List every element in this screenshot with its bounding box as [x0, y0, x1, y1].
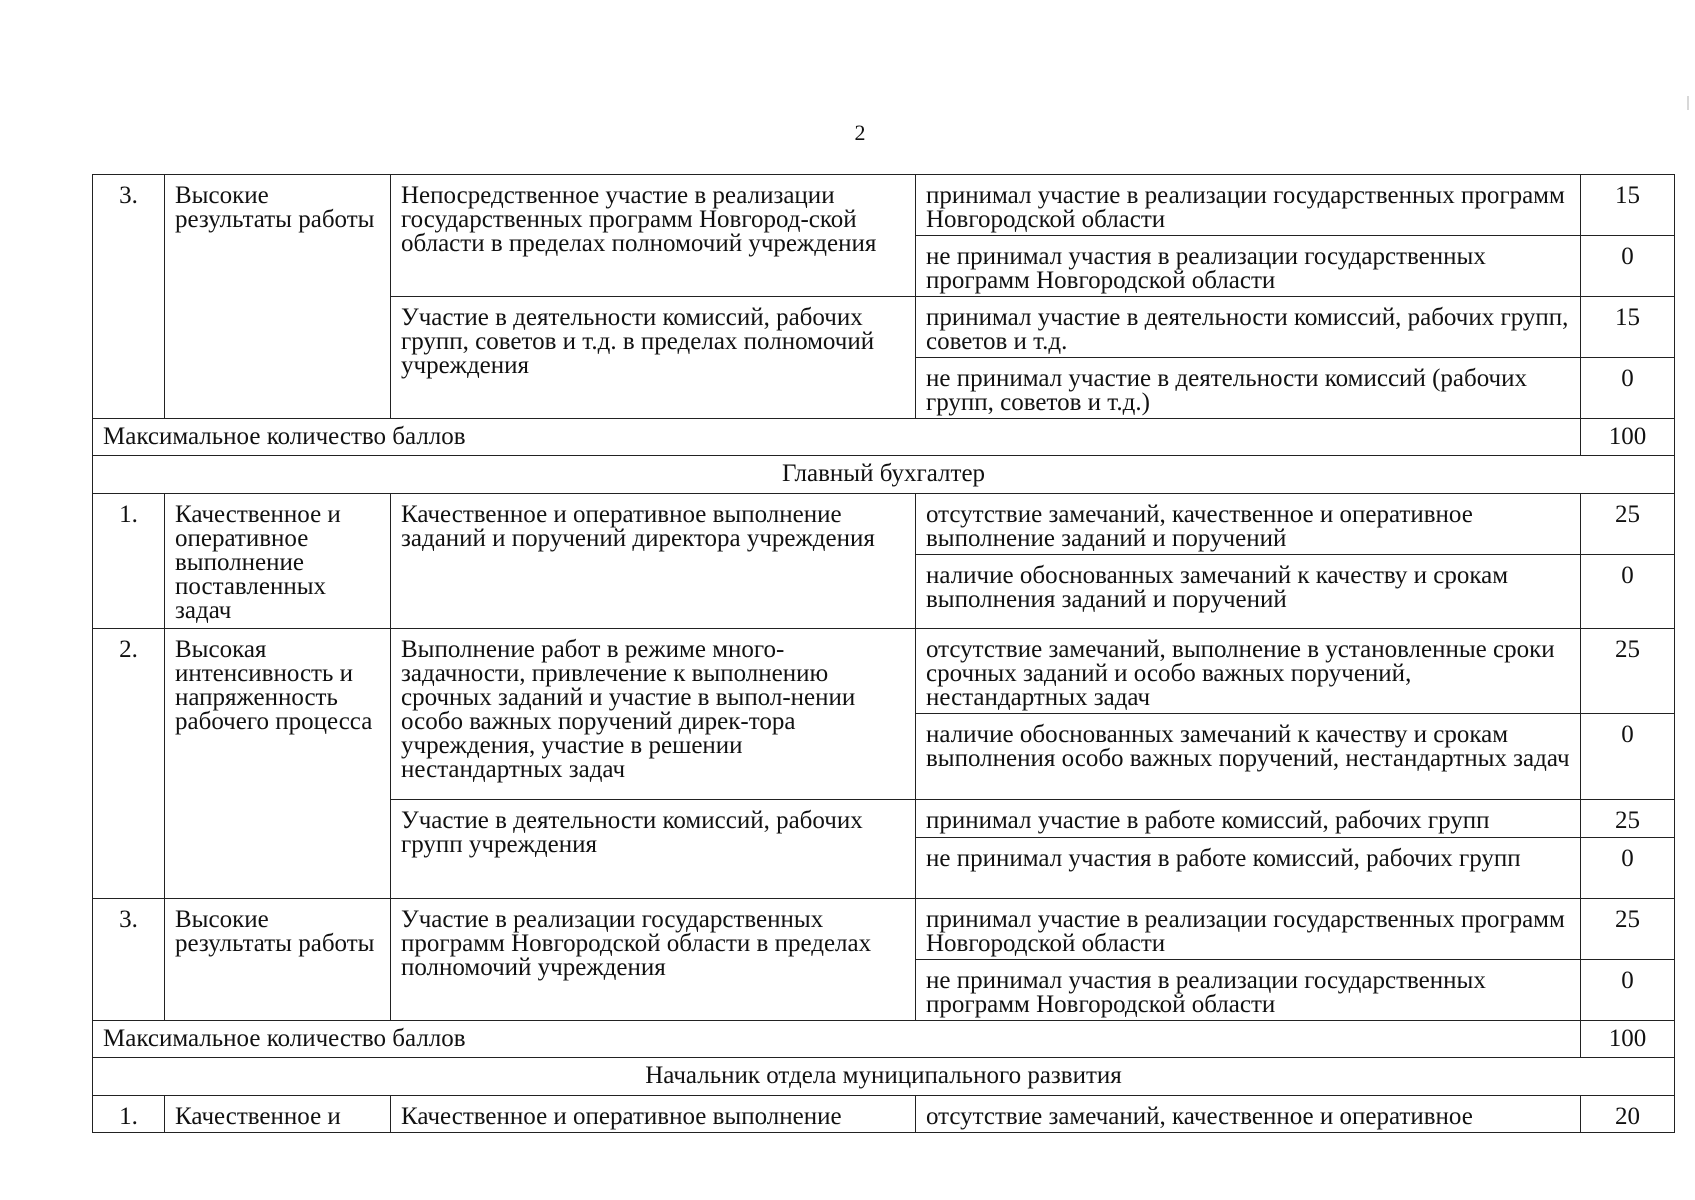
table-row	[93, 1096, 1675, 1133]
table-row	[93, 899, 1675, 960]
score-value: 0	[1581, 236, 1675, 297]
condition-text: не принимал участия в работе комиссий, рабочих групп	[916, 838, 1581, 899]
score-value: 0	[1581, 555, 1675, 629]
section-row	[93, 1058, 1675, 1096]
section-title: Начальник отдела муниципального развития	[93, 1058, 1675, 1096]
indicator-text: Качественное и оперативное выполнение заданий и поручений директора учреждения	[391, 494, 916, 629]
criterion-name: Высокие результаты работы	[165, 899, 391, 1021]
total-label: Максимальное количество баллов	[93, 419, 1581, 456]
condition-text: отсутствие замечаний, качественное и оперативное	[916, 1096, 1581, 1133]
indicator-text: Участие в деятельности комиссий, рабочих групп учреждения	[391, 800, 916, 899]
score-value: 15	[1581, 175, 1675, 236]
item-number: 1.	[93, 494, 165, 629]
section-row	[93, 456, 1675, 494]
total-row	[93, 419, 1675, 456]
condition-text: принимал участие в реализации государственных программ Новгородской области	[916, 175, 1581, 236]
total-value: 100	[1581, 419, 1675, 456]
condition-text: отсутствие замечаний, выполнение в установленные сроки срочных заданий и особо важных поручений, нестандартных задач	[916, 629, 1581, 714]
score-value: 25	[1581, 494, 1675, 555]
condition-text: отсутствие замечаний, качественное и оперативное выполнение заданий и поручений	[916, 494, 1581, 555]
score-value: 20	[1581, 1096, 1675, 1133]
condition-text: принимал участие в реализации государственных программ Новгородской области	[916, 899, 1581, 960]
score-value: 15	[1581, 297, 1675, 358]
condition-text: не принимал участие в деятельности комиссий (рабочих групп, советов и т.д.)	[916, 358, 1581, 419]
score-value: 25	[1581, 899, 1675, 960]
scan-artifact	[1687, 96, 1689, 110]
indicator-text: Участие в деятельности комиссий, рабочих групп, советов и т.д. в пределах полномочий учреждения	[391, 297, 916, 419]
total-label: Максимальное количество баллов	[93, 1021, 1581, 1058]
total-row	[93, 1021, 1675, 1058]
indicator-text: Участие в реализации государственных программ Новгородской области в пределах полномочий учреждения	[391, 899, 916, 1021]
item-number: 2.	[93, 629, 165, 899]
item-number: 3.	[93, 175, 165, 419]
criterion-name: Качественное и	[165, 1096, 391, 1133]
condition-text: не принимал участия в реализации государственных программ Новгородской области	[916, 960, 1581, 1021]
criterion-name: Качественное и оперативное выполнение поставленных задач	[165, 494, 391, 629]
condition-text: наличие обоснованных замечаний к качеству и срокам выполнения особо важных поручений, нестандартных задач	[916, 714, 1581, 800]
criteria-table	[92, 174, 1675, 1133]
condition-text: принимал участие в деятельности комиссий, рабочих групп, советов и т.д.	[916, 297, 1581, 358]
criterion-name: Высокая интенсивность и напряженность рабочего процесса	[165, 629, 391, 899]
condition-text: не принимал участия в реализации государственных программ Новгородской области	[916, 236, 1581, 297]
section-title: Главный бухгалтер	[93, 456, 1675, 494]
score-value: 25	[1581, 629, 1675, 714]
table-row	[93, 175, 1675, 236]
criterion-name: Высокие результаты работы	[165, 175, 391, 419]
table-row	[93, 494, 1675, 555]
condition-text: наличие обоснованных замечаний к качеству и срокам выполнения заданий и поручений	[916, 555, 1581, 629]
indicator-text: Непосредственное участие в реализации государственных программ Новгород-ской области в пределах полномочий учреждения	[391, 175, 916, 297]
score-value: 0	[1581, 358, 1675, 419]
item-number: 1.	[93, 1096, 165, 1133]
table-row	[93, 629, 1675, 714]
indicator-text: Качественное и оперативное выполнение	[391, 1096, 916, 1133]
total-value: 100	[1581, 1021, 1675, 1058]
score-value: 0	[1581, 838, 1675, 899]
score-value: 0	[1581, 960, 1675, 1021]
score-value: 0	[1581, 714, 1675, 800]
page-number: 2	[854, 120, 866, 145]
indicator-text: Выполнение работ в режиме много-задачности, привлечение к выполнению срочных заданий и участие в выпол-нении особо важных поручений дирек-тора учреждения, участие в решении нестандартных задач	[391, 629, 916, 800]
score-value: 25	[1581, 800, 1675, 838]
item-number: 3.	[93, 899, 165, 1021]
condition-text: принимал участие в работе комиссий, рабочих групп	[916, 800, 1581, 838]
